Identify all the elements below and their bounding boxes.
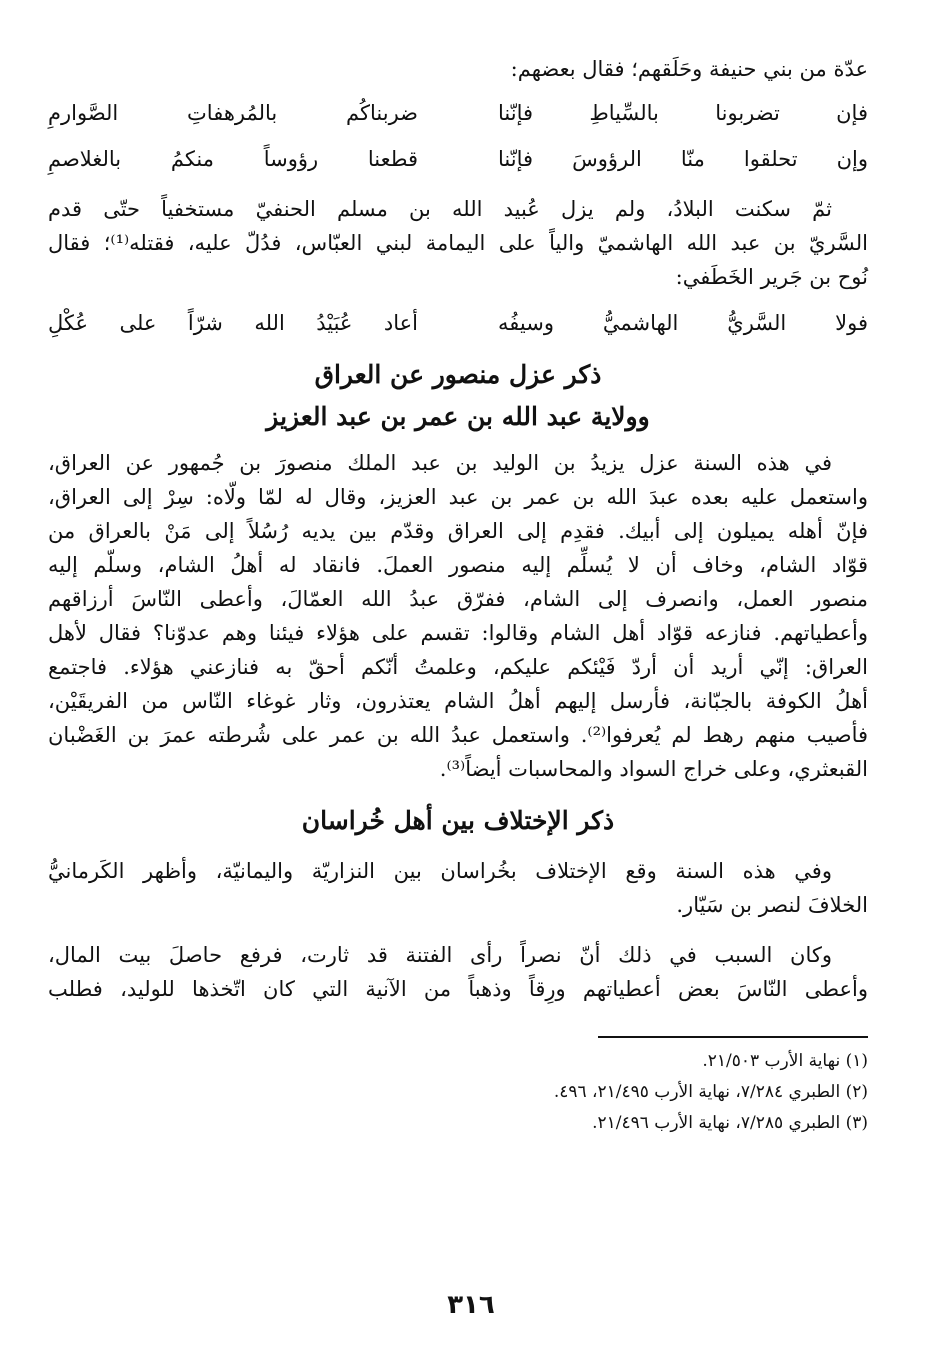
- footnote: (٢) الطبري ٧/٢٨٤، نهاية الأرب ٢١/٤٩٥، ٤٩٦.: [553, 1082, 868, 1102]
- paragraph-4: [48, 938, 868, 1006]
- verse-second-hemistich: ضربناكُم بالمُرهفاتِ الصَّوارمِ: [48, 101, 418, 125]
- text-line: في هذه السنة عزل يزيدُ بن الوليد بن عبد الملك منصورَ بن جُمهور عن العراق،: [48, 451, 832, 475]
- footnotes: [48, 1046, 868, 1139]
- section-title: ذكر الإختلاف بين أهل خُراسان: [301, 806, 615, 835]
- section-heading-1: [48, 354, 868, 438]
- text-line: وفي هذه السنة وقع الإختلاف بخُراسان بين النزاريّة واليمانيّة، وأظهر الكَرمانيُّ: [48, 859, 832, 883]
- page-body: [48, 52, 868, 1139]
- text-line: وكان السبب في ذلك أنّ نصراً رأى الفتنة قد ثارت، فرفع حاصلَ بيت المال،: [48, 943, 832, 967]
- paragraph-2: [48, 446, 868, 786]
- text-line: نُوح بن جَرير الخَطَفي:: [675, 265, 868, 289]
- verse-row: [48, 90, 868, 136]
- paragraph-3: [48, 854, 868, 922]
- section-heading-2: [48, 800, 868, 842]
- text-line: منصور العمل، وانصرف إلى الشام، ففرّق عبدُ الله العمّالَ، وأعطى النّاسَ أرزاقهم: [48, 587, 868, 611]
- text-line: واستعمل عليه بعده عبدَ الله بن عمر بن عبد العزيز، وقال له لمّا ولّاه: سِرْ إلى العراق،: [48, 485, 868, 509]
- footnote-divider: [598, 1036, 868, 1038]
- text-line: فإنّ أهله يميلون إلى أبيك. فقدِم إلى العراق وقدّم بين يديه رُسُلاً إلى مَنْ بالعراق من: [48, 519, 868, 543]
- verse-first-hemistich: وإن تحلقوا منّا الرؤوسَ فإنّنا: [498, 147, 868, 171]
- verse-second-hemistich: قطعنا رؤوساً منكمُ بالغلاصمِ: [48, 147, 418, 171]
- intro-line: عدّة من بني حنيفة وحَلَقهم؛ فقال بعضهم:: [510, 57, 868, 81]
- text-line: وأعطى النّاسَ بعض أعطياتهم ورِقاً وذهباً من الآنية التي كان اتّخذها للوليد، فطلب: [48, 977, 868, 1001]
- verse-first-hemistich: فولا السَّريُّ الهاشميُّ وسيفُه: [498, 311, 868, 335]
- text-line: العراق: إنّي أريد أن أردّ فَيْئكم عليكم، وعلمتُ أنّكم أحقّ به فنازعني هؤلاء. فاجتمع: [48, 655, 868, 679]
- text-line: القبعثري، وعلى خراج السواد والمحاسبات أيضاً⁽³⁾.: [439, 757, 868, 781]
- verse-second-hemistich: أعاد عُبَيْدُ الله شرّاً على عُكْلِ: [48, 311, 418, 335]
- text-line: وأعطياتهم. فنازعه قوّاد أهل الشام وقالوا: تقسم على هؤلاء فيئنا وهم عدوّنا؟ فقال لأهل: [48, 621, 869, 645]
- text-line: قوّاد الشام، وخاف أن لا يُسلِّم إليه منصور العملَ. فانقاد له أهلُ الشام، وسلّم إليه: [48, 553, 868, 577]
- text-line: فأصيب منهم رهط لم يُعرفوا⁽²⁾. واستعمل عبدُ الله بن عمر على شُرطته عمرَ بن الغَضْبان: [48, 723, 869, 747]
- poem-1: [48, 90, 868, 182]
- poem-2: [48, 300, 868, 346]
- footnote: (٣) الطبري ٧/٢٨٥، نهاية الأرب ٢١/٤٩٦.: [592, 1113, 868, 1133]
- section-title: ذكر عزل منصور عن العراق: [314, 360, 602, 389]
- paragraph-1: [48, 192, 868, 294]
- footnote: (١) نهاية الأرب ٢١/٥٠٣.: [702, 1051, 868, 1071]
- section-subtitle: وولاية عبد الله بن عمر بن عبد العزيز: [266, 402, 650, 431]
- page-number: ٣١٦: [447, 1290, 495, 1320]
- verse-first-hemistich: فإن تضربونا بالسِّياطِ فإنّنا: [498, 101, 868, 125]
- text-line: الخلافَ لنصر بن سَيّار.: [676, 893, 868, 917]
- text-line: أهلُ الكوفة بالجبّانة، فأرسل إليهم أهلُ الشام يعتذرون، وثار غوغاء النّاس من الفريقَيْن،: [48, 689, 868, 713]
- text-line: ثمّ سكنت البلادُ، ولم يزل عُبيد الله بن مسلم الحنفيّ مستخفياً حتّى قدم: [48, 197, 832, 221]
- verse-row: [48, 136, 868, 182]
- text-line: السَّريّ بن عبد الله الهاشميّ والياً على اليمامة لبني العبّاس، فدُلّ عليه، فقتله⁽¹⁾؛ فقال: [48, 231, 869, 255]
